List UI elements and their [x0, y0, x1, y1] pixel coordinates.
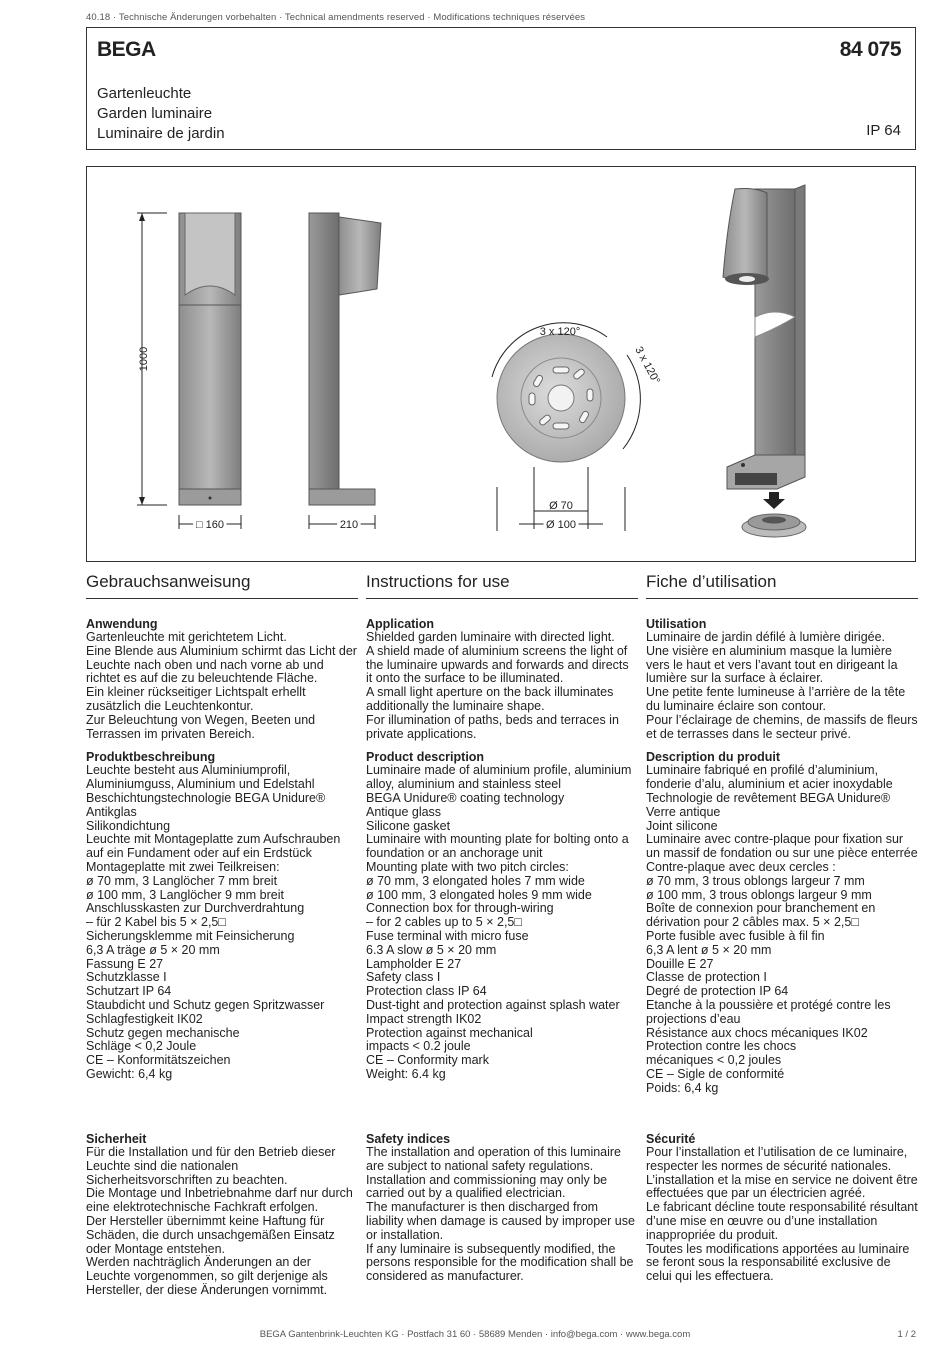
section-title: Product description [366, 750, 485, 765]
safety-de [86, 1132, 358, 1307]
safety-title: Sicherheit [86, 1132, 147, 1146]
ip-rating: IP 64 [866, 122, 901, 139]
article-number: 84 075 [839, 38, 901, 61]
column-heading-de: Gebrauchsanweisung [86, 572, 358, 599]
header-box [86, 27, 916, 150]
brand-logo: BEGA [97, 38, 156, 61]
section-body: Luminaire de jardin défilé à lumière dirigée. Une visière en aluminium masque la lumière vers le haut et vers l’avant tout en dirigeant la lumière sur la surface à éclairer. Une petite fente lumineuse à l’arrière de la tête du luminaire éclaire son contour. Pour l’éclairage de chemins, de massifs de fleurs et de terrasses dans le secteur privé. [646, 630, 918, 741]
column-heading-fr: Fiche d’utilisation [646, 572, 918, 599]
column-en [366, 572, 638, 1091]
safety-en [366, 1132, 638, 1293]
safety-body: Pour l’installation et l’utilisation de ce luminaire, respecter les normes de sécurité nationales. L’installation et la mise en service ne doivent être effectuées que par un électricien agréé. Le fabricant décline toute responsabilité résultant d’une mise en œuvre ou d’une installation inappropriée du produit. Toutes les modifications apportées au luminaire se feront sous la responsabilité exclusive de celui qui les effectuera. [646, 1145, 918, 1284]
side-width-label: 210 [339, 519, 359, 531]
height-dimension [137, 213, 167, 505]
section-title: Application [366, 617, 435, 631]
section-body: Luminaire made of aluminium profile, aluminium alloy, aluminium and stainless steel BEGA Unidure® coating technology Antique glass Silicone gasket Luminaire with mounting plate for bolting onto a foundation or an anchorage unit Mounting plate with two pitch circles: ø 70 mm, 3 elongated holes 7 mm wide ø 100 mm, 3 elongated holes 9 mm wide Connection box for through-wiring – for 2 cables up to 5 × 2,5□ Fuse terminal with micro fuse 6.3 A slow ø 5 × 20 mm Lampholder E 27 Safety class I Protection class IP 64 Dust-tight and protection against splash water Impact strength IK02 Protection against mechanical impacts < 0.2 joule CE – Conformity mark Weight: 6.4 kg [366, 763, 632, 1081]
front-view [179, 213, 241, 505]
dia-outer-label: Ø 100 [546, 519, 576, 531]
front-width-label: □ 160 [195, 519, 225, 531]
side-view [309, 213, 381, 505]
section-body: Leuchte besteht aus Aluminiumprofil, Aluminiumguss, Aluminium und Edelstahl Beschichtungstechnologie BEGA Unidure® Antikglas Silikondichtung Leuchte mit Montageplatte zum Aufschrauben auf ein Fundament oder auf ein Erdstück Montageplatte mit zwei Teilkreisen: ø 70 mm, 3 Langlöcher 7 mm breit ø 100 mm, 3 Langlöcher 9 mm breit Anschlusskasten zur Durchverdrahtung – für 2 Kabel bis 5 × 2,5□ Sicherungsklemme mit Feinsicherung 6,3 A träge ø 5 × 20 mm Fassung E 27 Schutzklasse I Schutzart IP 64 Staubdicht und Schutz gegen Spritzwasser Schlagfestigkeit IK02 Schutz gegen mechanische Schläge < 0,2 Joule CE – Konformitätszeichen Gewicht: 6,4 kg [86, 763, 341, 1081]
safety-body: Für die Installation und für den Betrieb dieser Leuchte sind die nationalen Sicherheitsvorschriften zu beachten. Die Montage und Inbetriebnahme darf nur durch eine elektrotechnische Fachkraft erfolgen. Der Hersteller übernimmt keine Haftung für Schäden, die durch unsachgemäßen Einsatz oder Montage entstehen. Werden nachträglich Änderungen an der Leuchte vorgenommen, so gilt derjenige als Hersteller, der diese Änderungen vornimmt. [86, 1145, 353, 1297]
dia-inner-label: Ø 70 [549, 500, 573, 512]
section-title: Utilisation [646, 617, 707, 631]
side-width-dimension [309, 515, 375, 531]
section-title: Produktbeschreibung [86, 750, 216, 765]
safety-fr [646, 1132, 918, 1293]
page-number: 1 / 2 [897, 1329, 916, 1340]
product-names [97, 84, 225, 144]
mounting-plate-view [492, 323, 662, 531]
section-body: Shielded garden luminaire with directed light. A shield made of aluminium screens the light of the luminaire upwards and forwards and directs it onto the surface to be illuminated. A small light aperture on the back illuminates additionally the luminaire shape. For illumination of paths, beds and terraces in private applications. [366, 630, 629, 741]
safety-body: The installation and operation of this luminaire are subject to national safety regulations. Installation and commissioning may only be carried out by a qualified electrician. The manufacturer is then discharged from liability when damage is caused by improper use or installation. If any luminaire is subsequently modified, the persons responsible for the modification shall be considered as manufacturer. [366, 1145, 635, 1284]
angle-right-label: 3 x 120° [632, 344, 662, 387]
document-topline: 40.18 · Technische Änderungen vorbehalten · Technical amendments reserved · Modifications techniques réservées [86, 12, 586, 23]
section-title: Description du produit [646, 750, 781, 765]
column-heading-en: Instructions for use [366, 572, 638, 599]
product-name-fr: Luminaire de jardin [97, 125, 225, 142]
section-body: Luminaire fabriqué en profilé d’aluminium, fonderie d’alu, aluminium et acier inoxydable Technologie de revêtement BEGA Unidure® Verre antique Joint silicone Luminaire avec contre-plaque pour fixation sur un massif de fondation ou sur une pièce enterrée Contre-plaque avec deux cercles : ø 70 mm, 3 trous oblongs largeur 7 mm ø 100 mm, 3 trous oblongs largeur 9 mm Boîte de connexion pour branchement en dérivation pour 2 câbles max. 5 × 2,5□ Porte fusible avec fusible à fil fin 6,3 A lent ø 5 × 20 mm Douille E 27 Classe de protection I Degré de protection IP 64 Etanche à la poussière et protégé contre les projections d’eau Résistance aux chocs mécaniques IK02 Protection contre les chocs mécaniques < 0,2 joules CE – Sigle de conformité Poids: 6,4 kg [646, 763, 918, 1095]
product-name-en: Garden luminaire [97, 105, 213, 122]
technical-drawing [86, 166, 916, 562]
drawing-svg [87, 167, 915, 561]
perspective-view [723, 185, 806, 537]
column-fr [646, 572, 918, 1105]
column-de [86, 572, 358, 1091]
section-title: Anwendung [86, 617, 158, 631]
section-body: Gartenleuchte mit gerichtetem Licht. Eine Blende aus Aluminium schirmt das Licht der Leuchte nach oben und nach vorne ab und richtet es auf die zu beleuchtende Fläche. Ein kleiner rückseitiger Lichtspalt erhellt zusätzlich die Leuchtenkontur. Zur Beleuchtung von Wegen, Beeten und Terrassen im privaten Bereich. [86, 630, 357, 741]
front-width-dimension [179, 515, 241, 531]
angle-top-label: 3 x 120° [539, 326, 581, 338]
product-name-de: Gartenleuchte [97, 85, 192, 102]
safety-title: Sécurité [646, 1132, 696, 1146]
height-label: 1000 [138, 346, 150, 372]
safety-title: Safety indices [366, 1132, 451, 1146]
footer-address: BEGA Gantenbrink-Leuchten KG · Postfach 31 60 · 58689 Menden · info@bega.com · www.bega.com [259, 1329, 691, 1340]
